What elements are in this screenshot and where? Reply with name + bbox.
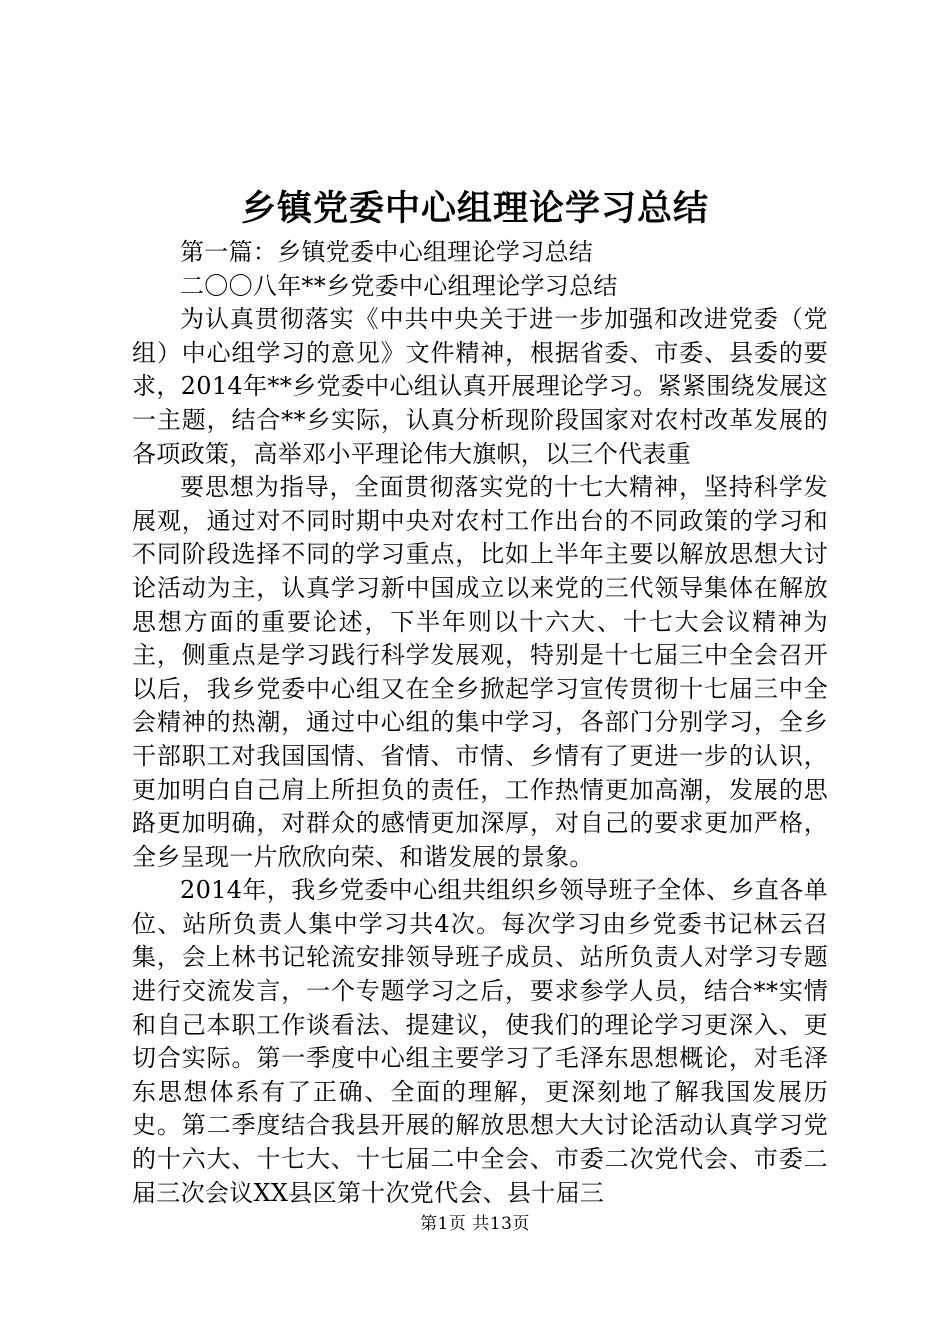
document-title: 乡镇党委中心组理论学习总结 — [240, 188, 709, 229]
body-paragraph: 2014年，我乡党委中心组共组织乡领导班子全体、乡直各单位、站所负责人集中学习共4次。每次学习由乡党委书记林云召集，会上林书记轮流安排领导班子成员、站所负责人对学习专题进行交流发言，一个专题学习之后，要求参学人员，结合**实情和自己本职工作谈看法、提建议，使我们的理论学习更深入、更切合实际。第一季度中心组主要学习了毛泽东思想概论，对毛泽东思想体系有了正确、全面的理解，更深刻地了解我国发展历史。第二季度结合我县开展的解放思想大大讨论活动认真学习党的十六大、十七大、十七届二中全会、市委二次党代会、市委二届三次会议XX县区第十次党代会、县十届三 — [132, 876, 828, 1207]
subtitle-line: 二〇〇八年**乡党委中心组理论学习总结 — [180, 271, 618, 300]
body-paragraph: 为认真贯彻落实《中共中央关于进一步加强和改进党委（党组）中心组学习的意见》文件精神，根据省委、市委、县委的要求，2014年**乡党委中心组认真开展理论学习。紧紧围绕发展这一主题，结合**乡实际，认真分析现阶段国家对农村改革发展的各项政策，高举邓小平理论伟大旗帜，以三个代表重 — [132, 305, 828, 468]
body-paragraph: 要思想为指导，全面贯彻落实党的十七大精神，坚持科学发展观，通过对不同时期中央对农村工作出台的不同政策的学习和不同阶段选择不同的学习重点，比如上半年主要以解放思想大讨论活动为主，认真学习新中国成立以来党的三代领导集体在解放思想方面的重要论述，下半年则以十六大、十七大会议精神为主，侧重点是学习践行科学发展观，特别是十七届三中全会召开以后，我乡党委中心组又在全乡掀起学习宣传贯彻十七届三中全会精神的热潮，通过中心组的集中学习，各部门分别学习，全乡干部职工对我国国情、省情、市情、乡情有了更进一步的认识，更加明白自己肩上所担负的责任，工作热情更加高潮，发展的思路更加明确，对群众的感情更加深厚，对自己的要求更加严格，全乡呈现一片欣欣向荣、和谐发展的景象。 — [132, 473, 828, 871]
document-body — [132, 236, 828, 1210]
section-heading: 第一篇：乡镇党委中心组理论学习总结 — [180, 238, 594, 266]
page-number-footer: 第1页 共13页 — [420, 1214, 530, 1234]
